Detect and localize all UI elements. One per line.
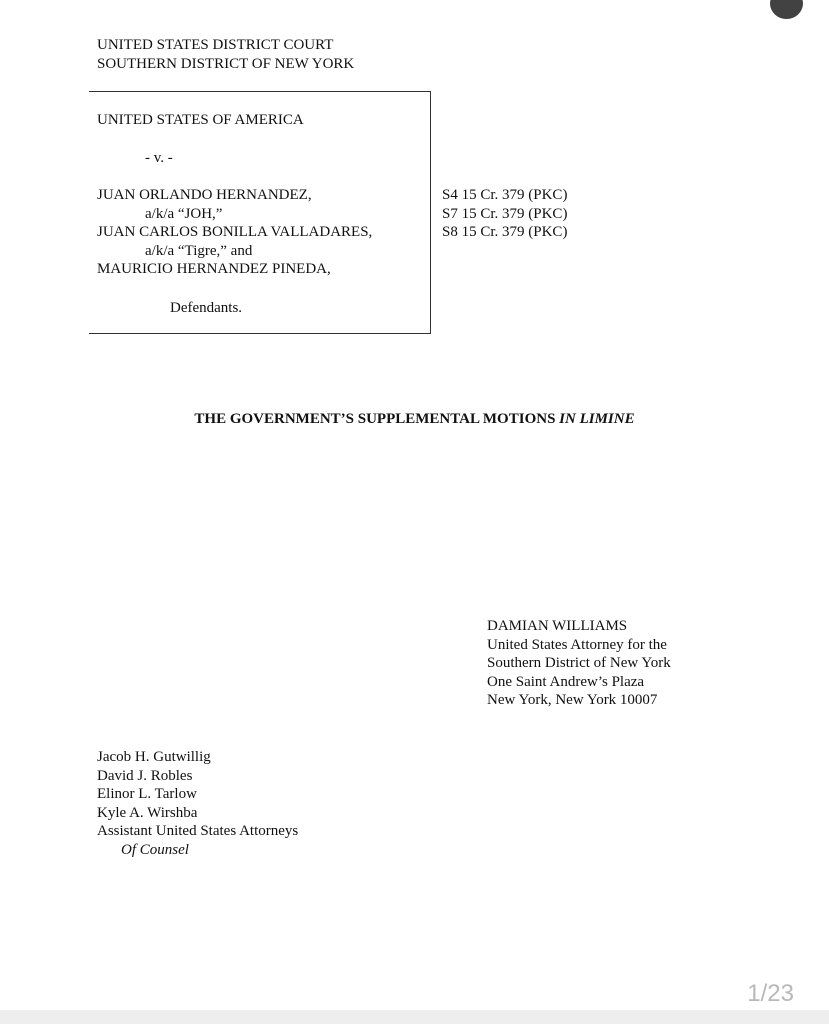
defendant-alias-line: a/k/a “Tigre,” and (145, 242, 253, 259)
page-counter: 1/23 (747, 980, 794, 1007)
document-title (0, 411, 829, 428)
court-district-line: SOUTHERN DISTRICT OF NEW YORK (97, 55, 355, 72)
of-counsel-label: Of Counsel (121, 841, 189, 858)
defendant-alias-line: a/k/a “JOH,” (145, 205, 223, 222)
document-title-italic: IN LIMINE (559, 411, 635, 427)
defendant-line: JUAN ORLANDO HERNANDEZ, (97, 187, 312, 203)
case-number: S7 15 Cr. 379 (PKC) (442, 205, 568, 222)
counsel-name: Jacob H. Gutwillig (97, 749, 211, 765)
defendant-list (97, 186, 372, 279)
us-attorney-city: New York, New York 10007 (487, 692, 658, 709)
versus-label: - v. - (145, 150, 173, 166)
case-number: S4 15 Cr. 379 (PKC) (442, 187, 568, 203)
defendants-label: Defendants. (170, 300, 243, 316)
counsel-block (97, 748, 298, 860)
counsel-name: Elinor L. Tarlow (97, 786, 197, 803)
plaintiff-name: UNITED STATES OF AMERICA (97, 112, 304, 128)
counsel-title: Assistant United States Attorneys (97, 823, 299, 840)
counsel-name: Kyle A. Wirshba (97, 804, 198, 821)
defendant-line: JUAN CARLOS BONILLA VALLADARES, (97, 224, 373, 241)
viewer-bottom-bar (0, 1010, 829, 1024)
counsel-name: David J. Robles (97, 767, 193, 784)
case-numbers (442, 186, 567, 242)
us-attorney-name: DAMIAN WILLIAMS (487, 618, 628, 634)
us-attorney-address: One Saint Andrew’s Plaza (487, 673, 645, 690)
document-title-main: THE GOVERNMENT’S SUPPLEMENTAL MOTIONS (194, 411, 560, 427)
us-attorney-title: United States Attorney for the (487, 636, 667, 653)
us-attorney-block (487, 617, 671, 710)
us-attorney-district: Southern District of New York (487, 655, 671, 672)
defendant-line: MAURICIO HERNANDEZ PINEDA, (97, 261, 331, 278)
court-name-line: UNITED STATES DISTRICT COURT (97, 37, 334, 53)
case-number: S8 15 Cr. 379 (PKC) (442, 224, 568, 241)
court-heading (97, 36, 354, 73)
